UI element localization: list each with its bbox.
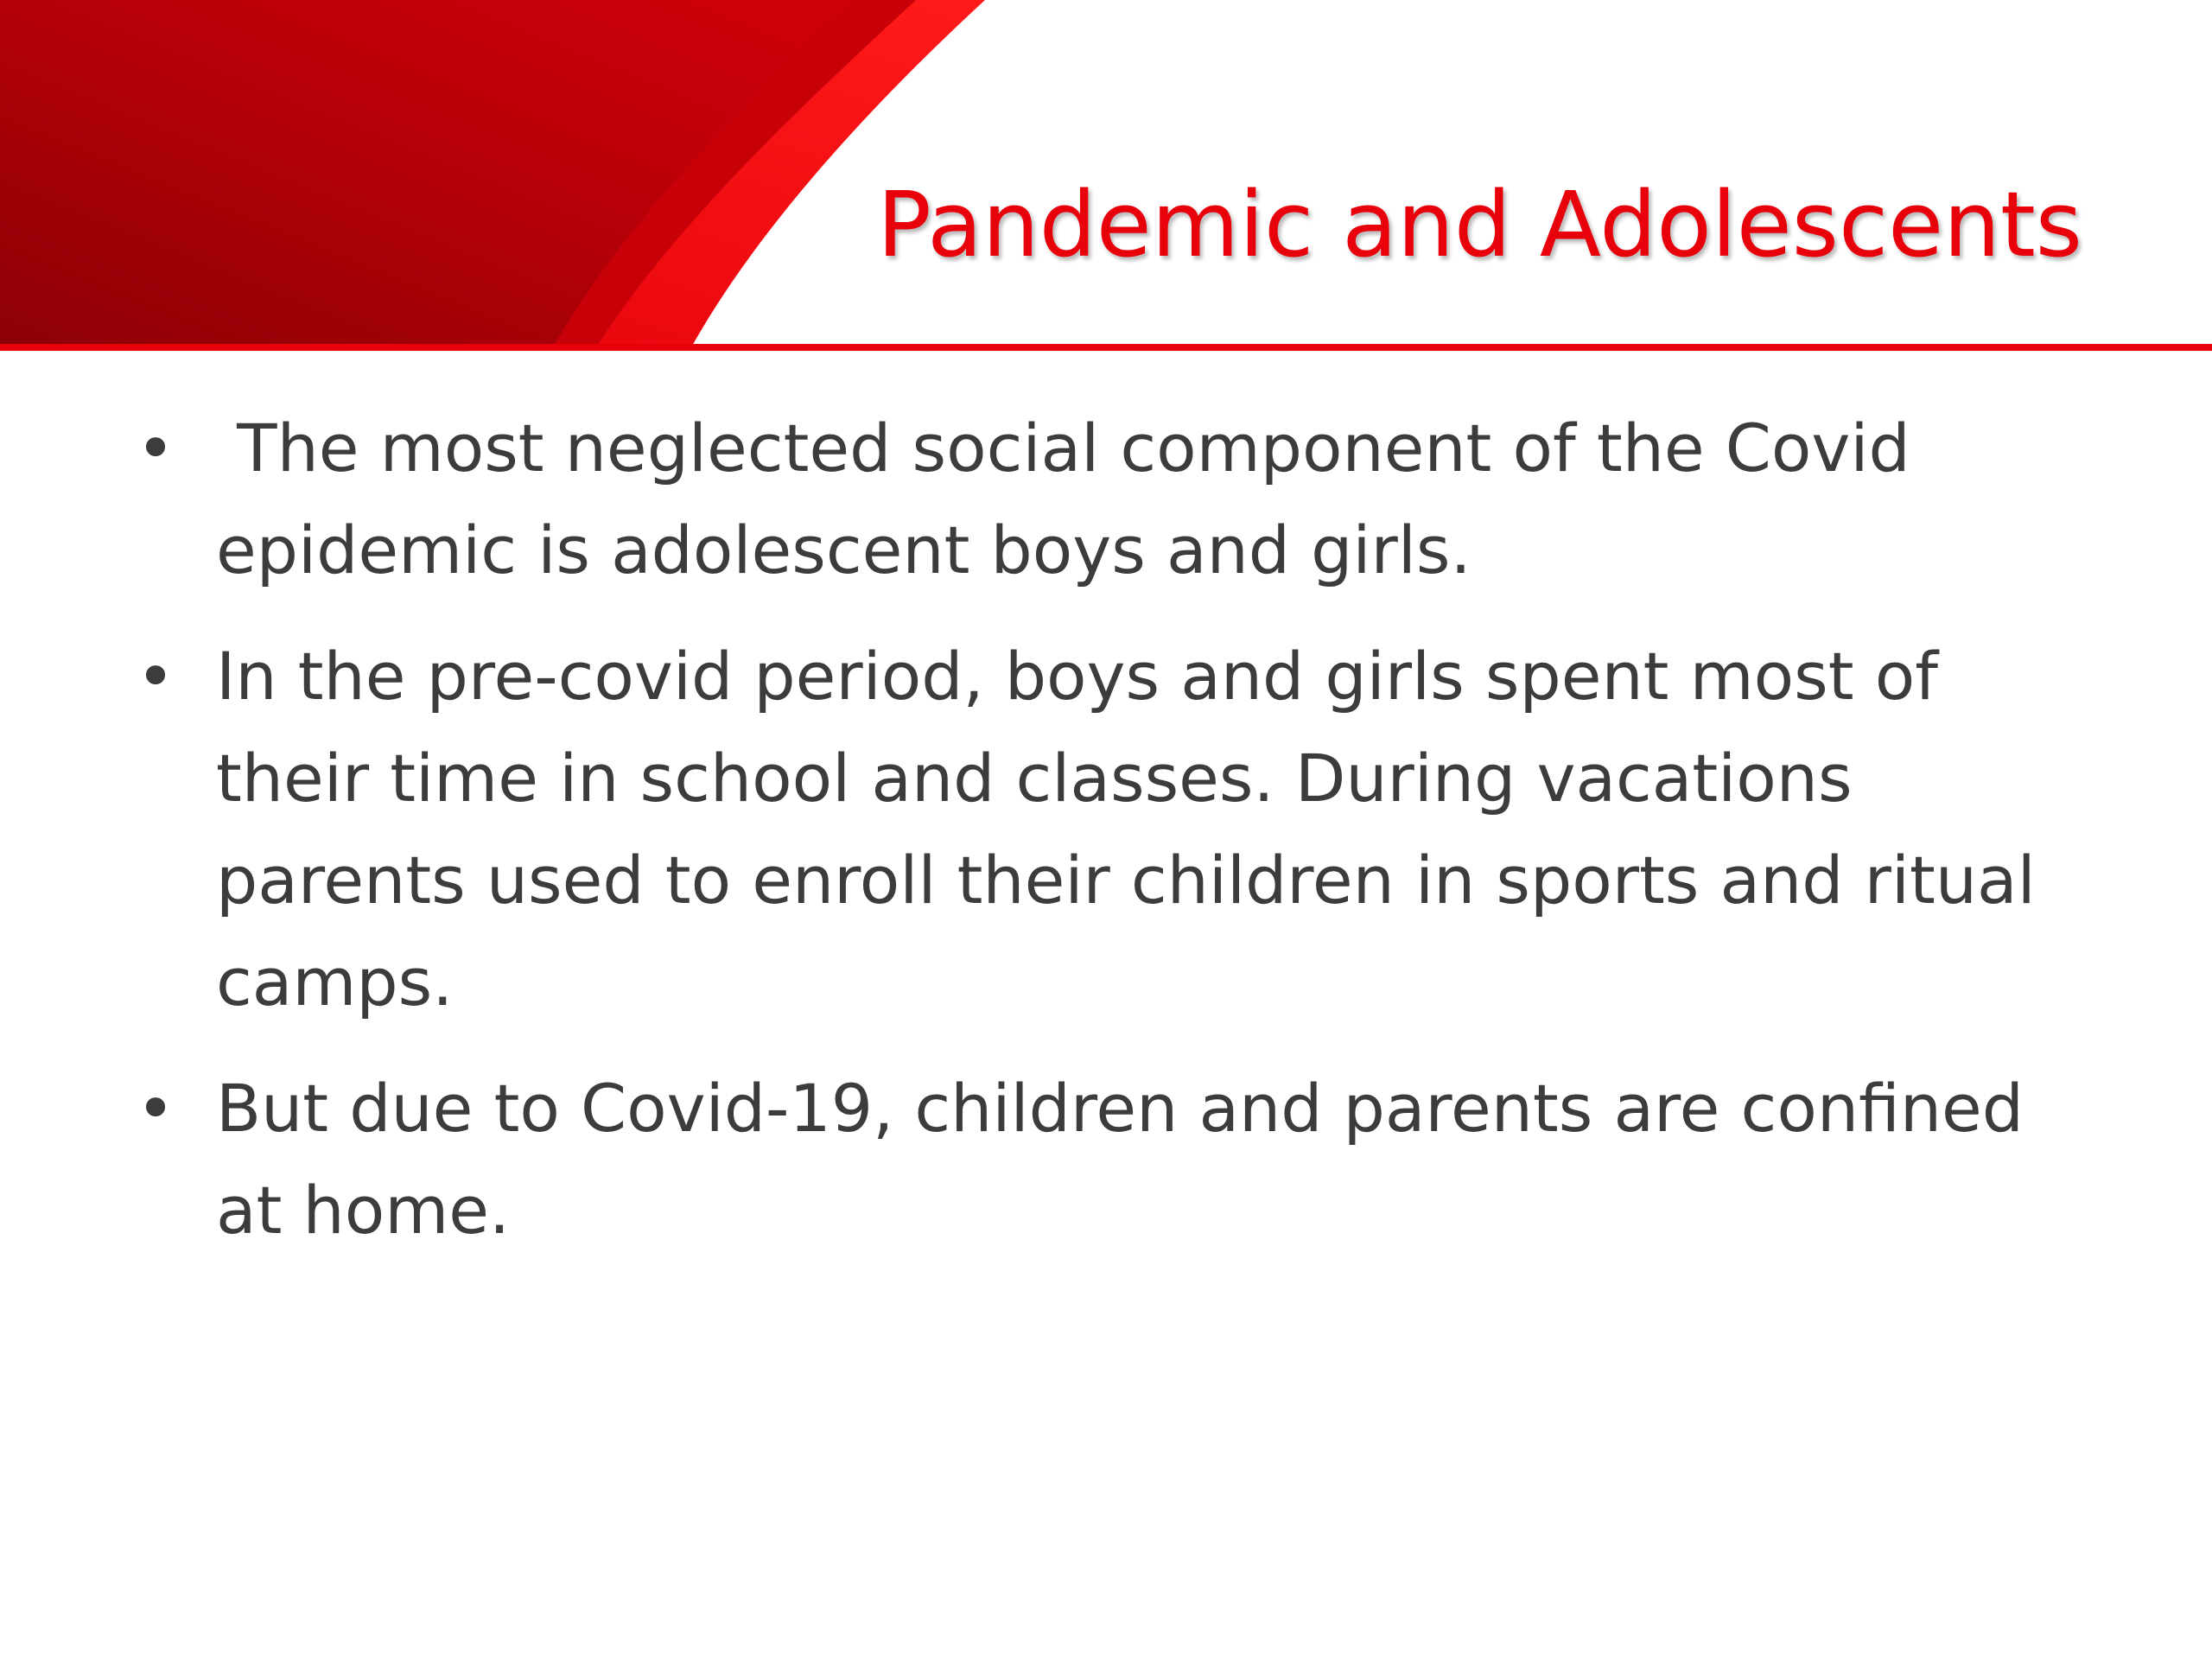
bullet-dot-icon: • — [136, 1070, 175, 1147]
bullet-item — [136, 397, 2100, 601]
bullet-list — [136, 397, 2100, 1286]
bullet-item — [136, 626, 2100, 1033]
bullet-dot-icon: • — [136, 638, 175, 715]
bullet-item — [136, 1058, 2100, 1262]
header-divider-line — [0, 344, 2212, 351]
slide-title: Pandemic and Adolescents — [877, 172, 2082, 277]
bullet-text: The most neglected social component of the Covid epidemic is adolescent boys and girls. — [216, 410, 1931, 588]
bullet-text: But due to Covid-19, children and parents are confined at home. — [216, 1070, 2024, 1249]
bullet-dot-icon: • — [136, 410, 175, 486]
bullet-text: In the pre-covid period, boys and girls spent most of their time in school and classes. During vacations parents used to enroll their children in sports and ritual camps. — [216, 638, 2036, 1020]
